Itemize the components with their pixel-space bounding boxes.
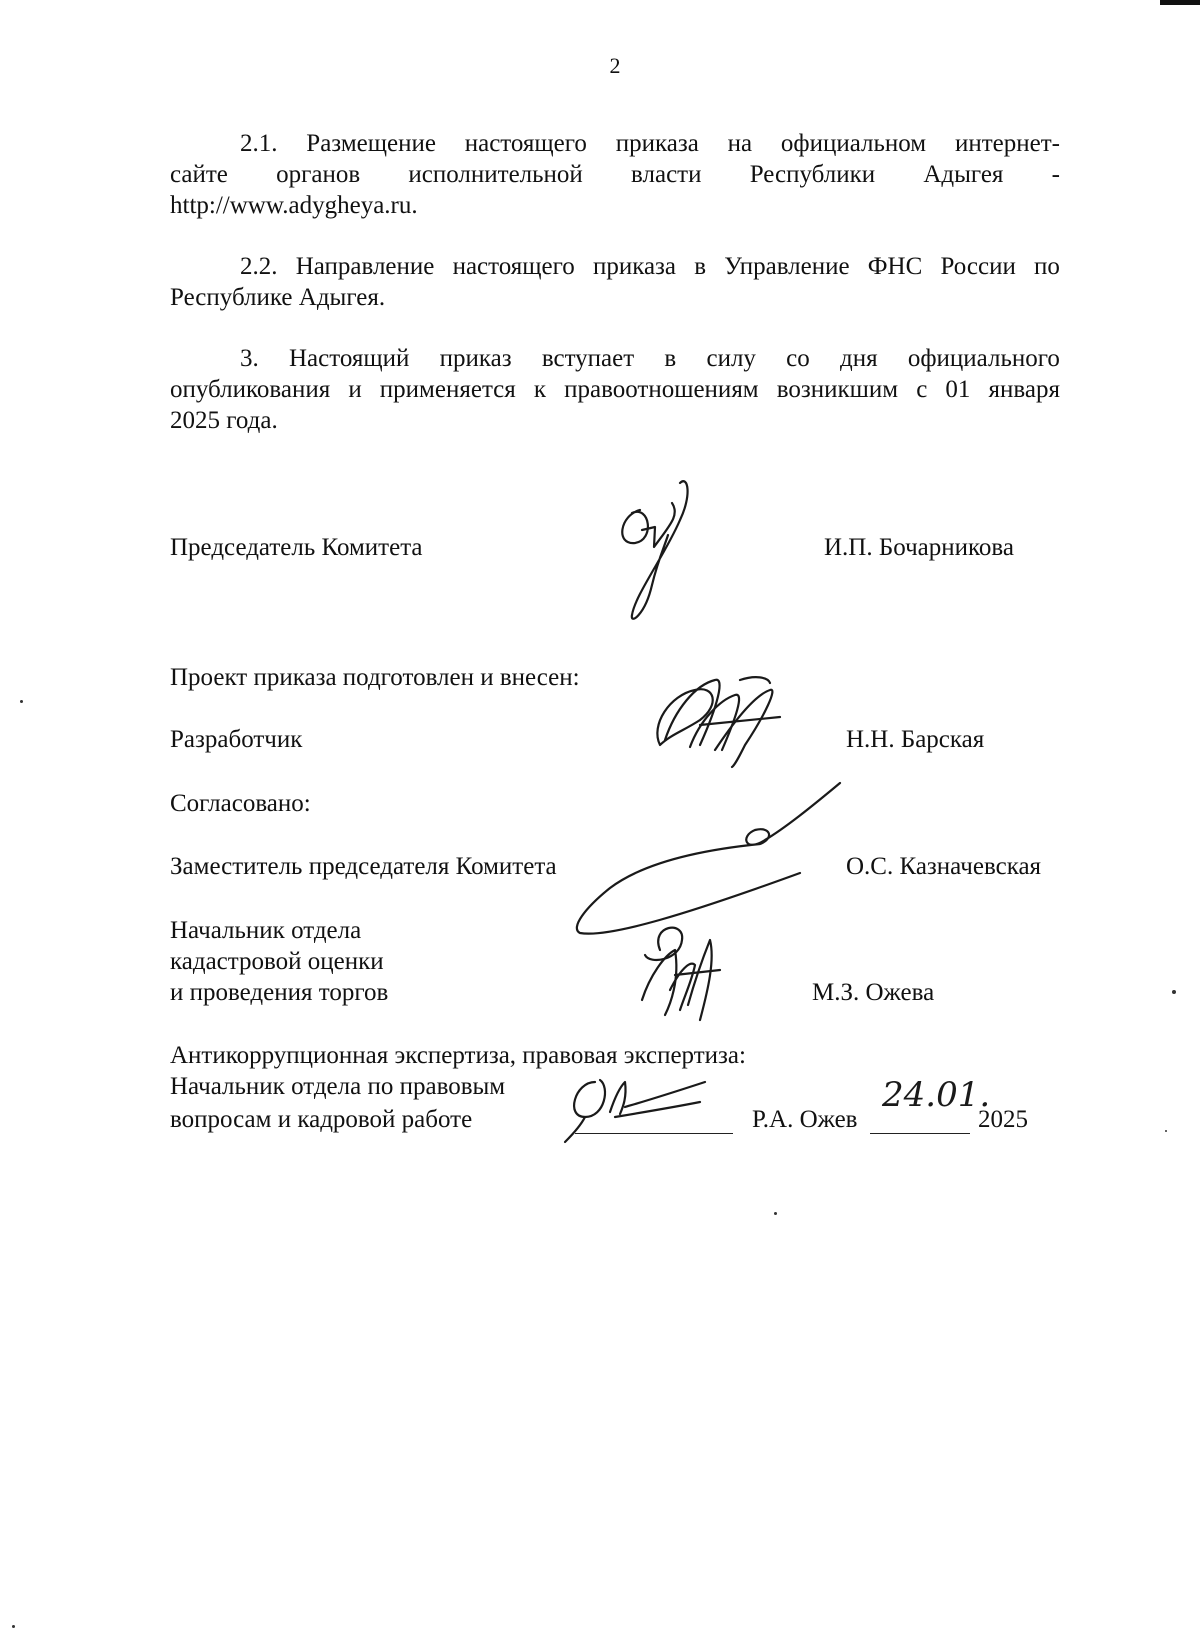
scan-speck (1165, 1130, 1167, 1132)
word: исполнительной (408, 161, 583, 188)
paragraph-2-2-line-2: Республике Адыгея. (170, 284, 386, 311)
word: по (1034, 253, 1060, 280)
head-cadastral-signature (630, 920, 730, 1025)
head-cadastral-position-line-2: кадастровой оценки (170, 948, 384, 975)
word: приказа (592, 253, 677, 280)
word: правоотношениям (564, 376, 759, 403)
word: - (1051, 161, 1060, 188)
word: Размещение (306, 130, 436, 157)
scan-speck (20, 700, 23, 703)
chairman-signature (610, 475, 720, 625)
word: на (727, 130, 753, 157)
word: с (916, 376, 928, 403)
scan-edge-mark (1160, 0, 1200, 5)
paragraph-2-1-line-2 (170, 159, 1060, 190)
developer-signature (640, 665, 790, 770)
word: 01 (945, 376, 971, 403)
word: вступает (541, 345, 635, 372)
page-number: 2 (609, 53, 621, 78)
expertise-date-line (870, 1133, 970, 1134)
chairman-position: Председатель Комитета (170, 534, 423, 561)
word: в (664, 345, 677, 372)
agreed-heading: Согласовано: (170, 790, 311, 817)
developer-name: Н.Н. Барская (846, 726, 985, 753)
word: Управление (724, 253, 850, 280)
deputy-signature (570, 778, 850, 938)
word: возникшим (776, 376, 899, 403)
word: силу (706, 345, 756, 372)
word: со (786, 345, 810, 372)
word: 2.2. (240, 253, 278, 280)
deputy-name: О.С. Казначевская (846, 853, 1042, 880)
expertise-year: 2025 (978, 1106, 1028, 1133)
expertise-signature (555, 1062, 715, 1147)
paragraph-3-line-2 (170, 374, 1060, 405)
head-cadastral-position-line-1: Начальник отдела (170, 917, 362, 944)
word: официальном (780, 130, 927, 157)
word: Настоящий (288, 345, 410, 372)
chairman-name: И.П. Бочарникова (824, 534, 1014, 561)
expertise-date-handwritten: 24.01. (882, 1075, 991, 1115)
word: января (988, 376, 1060, 403)
paragraph-2-2-line-1 (240, 251, 1060, 282)
word: и (348, 376, 362, 403)
word: власти (631, 161, 702, 188)
expertise-position-line-2: вопросам и кадровой работе (170, 1106, 473, 1133)
paragraph-2-1-line-3: http://www.adygheya.ru. (170, 192, 418, 219)
word: настоящего (464, 130, 587, 157)
word: 2.1. (240, 130, 278, 157)
word: Республики (749, 161, 876, 188)
head-cadastral-position-line-3: и проведения торгов (170, 979, 389, 1006)
word: опубликования (170, 376, 331, 403)
scan-speck (774, 1212, 777, 1215)
prepared-heading: Проект приказа подготовлен и внесен: (170, 664, 580, 691)
deputy-position: Заместитель председателя Комитета (170, 853, 557, 880)
word: органов (276, 161, 361, 188)
word: приказа (615, 130, 699, 157)
word: 3. (240, 345, 259, 372)
word: Направление (295, 253, 435, 280)
paragraph-3-line-3: 2025 года. (170, 407, 278, 434)
word: в (694, 253, 707, 280)
word: применяется (379, 376, 516, 403)
word: сайте (170, 161, 228, 188)
head-cadastral-name: М.З. Ожева (812, 979, 935, 1006)
scan-speck (12, 1625, 15, 1628)
word: к (533, 376, 547, 403)
word: официального (907, 345, 1060, 372)
paragraph-3-line-1 (240, 343, 1060, 374)
expertise-heading: Антикоррупционная экспертиза, правовая экспертиза: (170, 1042, 746, 1069)
expertise-name: Р.А. Ожев (752, 1106, 858, 1133)
scan-speck (1172, 990, 1176, 994)
word: настоящего (452, 253, 575, 280)
paragraph-2-1-line-1 (240, 128, 1060, 159)
expertise-position-line-1: Начальник отдела по правовым (170, 1073, 506, 1100)
word: ФНС (867, 253, 923, 280)
word: интернет- (954, 130, 1060, 157)
word: России (940, 253, 1016, 280)
word: приказ (439, 345, 512, 372)
word: дня (840, 345, 878, 372)
word: Адыгея (923, 161, 1004, 188)
developer-position: Разработчик (170, 726, 303, 753)
